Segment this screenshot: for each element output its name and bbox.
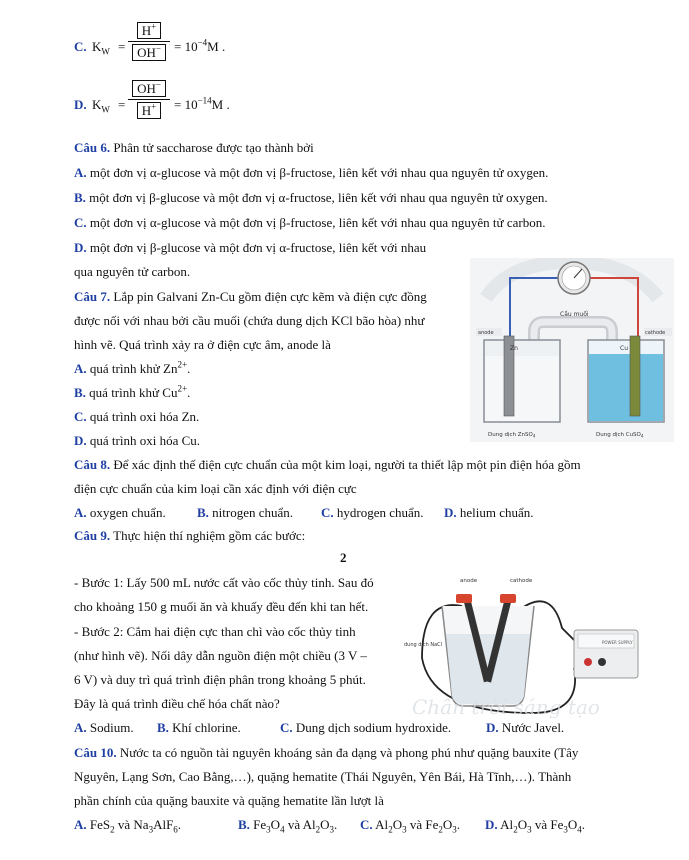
- q9-step2-b: (như hình vẽ). Nối dây dẫn nguồn điện một chiều (3 V –: [74, 648, 367, 663]
- q8-stem-1: Câu 8. Để xác định thế điện cực chuẩn của một kim loại, người ta thiết lập một pin điện hóa gồm: [74, 457, 581, 472]
- anode-label: anode: [460, 578, 478, 584]
- power-supply-label: POWER SUPPLY: [602, 640, 633, 645]
- option-label: C.: [74, 39, 87, 54]
- q10-stem-3: phần chính của quặng bauxite và quặng hematite lần lượt là: [74, 793, 384, 808]
- q7-stem-3: hình vẽ. Quá trình xảy ra ở điện cực âm, anode là: [74, 337, 331, 352]
- q10-stem-2: Nguyên, Lạng Sơn, Cao Bằng,…), quặng hematite (Thái Nguyên, Yên Bái, Hà Tĩnh,…). Thành: [74, 769, 572, 784]
- q8-option-b: B. nitrogen chuẩn.: [197, 505, 294, 520]
- q7-stem-2: được nối với nhau bởi cầu muối (chứa dung dịch KCl bão hòa) như: [74, 313, 425, 328]
- q8-stem-2: điện cực chuẩn của kim loại cần xác định với điện cực: [74, 481, 357, 496]
- solution-label: dung dịch NaCl: [404, 642, 443, 648]
- q7-option-a: A. quá trình khử $Zn^{2+}$.: [74, 359, 191, 376]
- q9-question: Đây là quá trình điều chế hóa chất nào?: [74, 696, 280, 711]
- q6-option-c: C. một đơn vị α-glucose và một đơn vị β-fructose, liên kết với nhau qua nguyên tử carbon.: [74, 215, 546, 230]
- q10-option-a: A. FeS$_2$ và $Na_3AlF_6$.: [74, 817, 182, 835]
- q8-option-c: C. hydrogen chuẩn.: [321, 505, 424, 520]
- right-solution-label: Dung dịch CuSO$_4$: [596, 432, 644, 439]
- q10-stem-1: Câu 10. Nước ta có nguồn tài nguyên khoáng sản đa dạng và phong phú như quặng bauxite (Tây: [74, 745, 579, 760]
- q7-option-c: C. quá trình oxi hóa Zn.: [74, 409, 200, 424]
- numerator: OH−: [128, 80, 170, 100]
- electrolysis-diagram: [402, 568, 646, 718]
- q9-stem: Câu 9. Thực hiện thí nghiệm gồm các bước:: [74, 528, 306, 543]
- result: = $10^{-14}M$ .: [174, 95, 230, 112]
- q8-option-d: D. helium chuẩn.: [444, 505, 534, 520]
- fraction: [128, 22, 170, 61]
- q10-option-c: C. $Al_2O_3$ và $Fe_2O_3$.: [360, 817, 460, 835]
- kw-symbol: $K_W$: [92, 39, 110, 57]
- watermark: Chân trời sáng tạo: [412, 695, 600, 718]
- result: = $10^{-4}M$ .: [174, 37, 226, 54]
- electrolysis-figure: [402, 568, 646, 718]
- numerator: H+: [128, 22, 170, 42]
- salt-bridge-label: Cầu muối: [560, 311, 589, 318]
- q9-step1-b: cho khoảng 150 g muối ăn và khuấy đều đến khi tan hết.: [74, 599, 369, 614]
- anode-label: anode: [478, 330, 494, 336]
- q9-option-c: C. Dung dịch sodium hydroxide.: [280, 720, 452, 735]
- denominator: OH−: [128, 42, 170, 61]
- q7-option-b: B. quá trình khử $Cu^{2+}$.: [74, 383, 191, 400]
- kw-symbol: $K_W$: [92, 97, 110, 115]
- zn-label: Zn: [510, 345, 518, 352]
- equals: =: [118, 97, 126, 112]
- q9-step2-a: - Bước 2: Cắm hai điện cực than chì vào cốc thủy tinh: [74, 624, 356, 639]
- page-number: 2: [340, 550, 347, 565]
- galvanic-cell-diagram: [470, 258, 674, 442]
- q7-option-d: D. quá trình oxi hóa Cu.: [74, 433, 201, 448]
- cathode-label: cathode: [510, 578, 533, 584]
- cathode-label: cathode: [645, 330, 666, 336]
- cu-label: Cu: [620, 345, 628, 352]
- q6-option-d-cont: qua nguyên tử carbon.: [74, 264, 191, 279]
- q7-stem-1: Câu 7. Lắp pin Galvani Zn-Cu gồm điện cực kẽm và điện cực đồng: [74, 289, 427, 304]
- q6-stem: Câu 6. Phân tử saccharose được tạo thành bởi: [74, 140, 314, 155]
- q9-option-b: B. Khí chlorine.: [157, 720, 241, 735]
- q6-option-a: A. một đơn vị α-glucose và một đơn vị β-fructose, liên kết với nhau qua nguyên tử oxygen.: [74, 165, 549, 180]
- fraction: [128, 80, 170, 119]
- q9-option-d: D. Nước Javel.: [486, 720, 565, 735]
- q6-option-d: D. một đơn vị β-glucose và một đơn vị α-fructose, liên kết với nhau: [74, 240, 427, 255]
- galvanic-cell-figure: [470, 258, 674, 442]
- equals: =: [118, 39, 126, 54]
- q9-option-a: A. Sodium.: [74, 720, 134, 735]
- q8-option-a: A. oxygen chuẩn.: [74, 505, 166, 520]
- q6-option-b: B. một đơn vị β-glucose và một đơn vị α-fructose, liên kết với nhau qua nguyên tử oxygen.: [74, 190, 548, 205]
- q10-option-b: B. $Fe_3O_4$ và $Al_2O_3$.: [238, 817, 338, 835]
- denominator: H+: [128, 100, 170, 119]
- q9-step1-a: - Bước 1: Lấy 500 mL nước cất vào cốc thủy tinh. Sau đó: [74, 575, 374, 590]
- q10-option-d: D. $Al_2O_3$ và $Fe_3O_4$.: [485, 817, 585, 835]
- left-solution-label: Dung dịch ZnSO$_4$: [488, 432, 536, 439]
- option-label: D.: [74, 97, 87, 112]
- q9-step2-c: 6 V) và duy trì quá trình điện phân trong khoảng 5 phút.: [74, 672, 366, 687]
